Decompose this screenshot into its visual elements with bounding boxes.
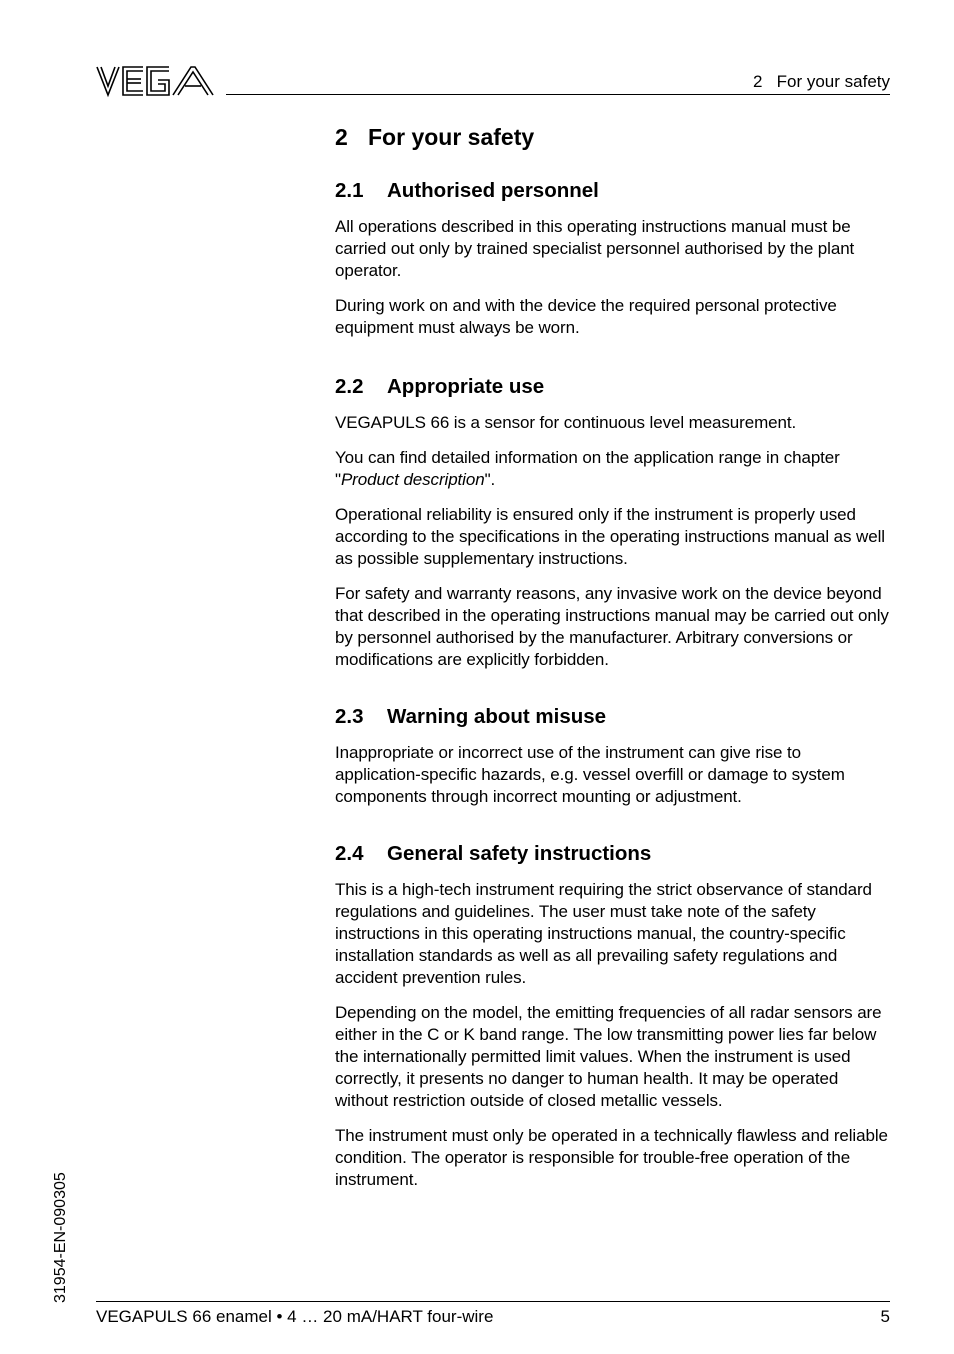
paragraph-product-description-ref bbox=[335, 447, 891, 491]
section-title: Appropriate use bbox=[387, 375, 545, 398]
section-heading bbox=[335, 176, 891, 206]
document-code: 31954-EN-090305 bbox=[52, 1172, 69, 1303]
section-title: Warning about misuse bbox=[387, 705, 607, 728]
section-number: 2.3 bbox=[335, 705, 364, 728]
paragraph: VEGAPULS 66 is a sensor for continuous level measurement. bbox=[335, 413, 797, 432]
section-warning-misuse bbox=[335, 702, 891, 808]
header-rule bbox=[226, 94, 890, 95]
chapter-heading bbox=[335, 120, 891, 154]
paragraph-text-end: ". bbox=[484, 470, 496, 489]
footer-product: VEGAPULS 66 enamel • 4 … 20 mA/HART four-wire bbox=[96, 1307, 494, 1326]
main-content bbox=[335, 120, 891, 1204]
paragraph: Depending on the model, the emitting frequencies of all radar sensors are either in the C or K band range. The low transmitting power lies far below the internationally permitted limit values. When the instrument is used correctly, it presents no danger to human health. It may be operated without restriction outside of closed metallic vessels. bbox=[335, 1003, 882, 1110]
footer-rule bbox=[96, 1301, 890, 1302]
paragraph: This is a high-tech instrument requiring the strict observance of standard regulations and guidelines. The user must take note of the safety instructions in this operating instructions manual, the country-specific installation standards as well as all prevailing safety regulations and accident prevention rules. bbox=[335, 880, 872, 987]
section-number: 2.2 bbox=[335, 375, 364, 398]
paragraph: All operations described in this operating instructions manual must be carried out only by trained specialist personnel authorised by the plant operator. bbox=[335, 217, 855, 280]
running-header: 2 For your safety bbox=[753, 72, 890, 91]
chapter-title: For your safety bbox=[368, 124, 535, 150]
section-heading bbox=[335, 372, 891, 402]
section-number: 2.4 bbox=[335, 842, 364, 865]
paragraph: Operational reliability is ensured only if the instrument is properly used according to the specifications in the operating instructions manual as well as possible supplementary instructions. bbox=[335, 505, 885, 568]
section-title: General safety instructions bbox=[387, 842, 652, 865]
section-appropriate-use bbox=[335, 372, 891, 671]
vega-logo bbox=[96, 64, 214, 98]
paragraph: For safety and warranty reasons, any invasive work on the device beyond that described in the operating instructions manual may be carried out only by personnel authorised by the manufacturer. Arbitrary conversions or modifications are explicitly forbidden. bbox=[335, 584, 889, 669]
section-title: Authorised personnel bbox=[387, 179, 599, 202]
section-authorised-personnel bbox=[335, 176, 891, 339]
section-number: 2.1 bbox=[335, 179, 364, 202]
paragraph: During work on and with the device the required personal protective equipment must always be worn. bbox=[335, 296, 837, 337]
paragraph: The instrument must only be operated in a technically flawless and reliable condition. The operator is responsible for trouble-free operation of the instrument. bbox=[335, 1126, 888, 1189]
page-number: 5 bbox=[880, 1307, 890, 1326]
chapter-number: 2 bbox=[335, 124, 348, 150]
section-heading bbox=[335, 839, 891, 869]
paragraph: Inappropriate or incorrect use of the instrument can give rise to application-specific hazards, e.g. vessel overfill or damage to system components through incorrect mounting or adjustment. bbox=[335, 743, 845, 806]
section-heading bbox=[335, 702, 891, 732]
paragraph-text: You can find detailed information on the application range in chapter " bbox=[335, 448, 840, 489]
chapter-reference: Product description bbox=[340, 470, 485, 489]
section-general-safety bbox=[335, 839, 891, 1191]
